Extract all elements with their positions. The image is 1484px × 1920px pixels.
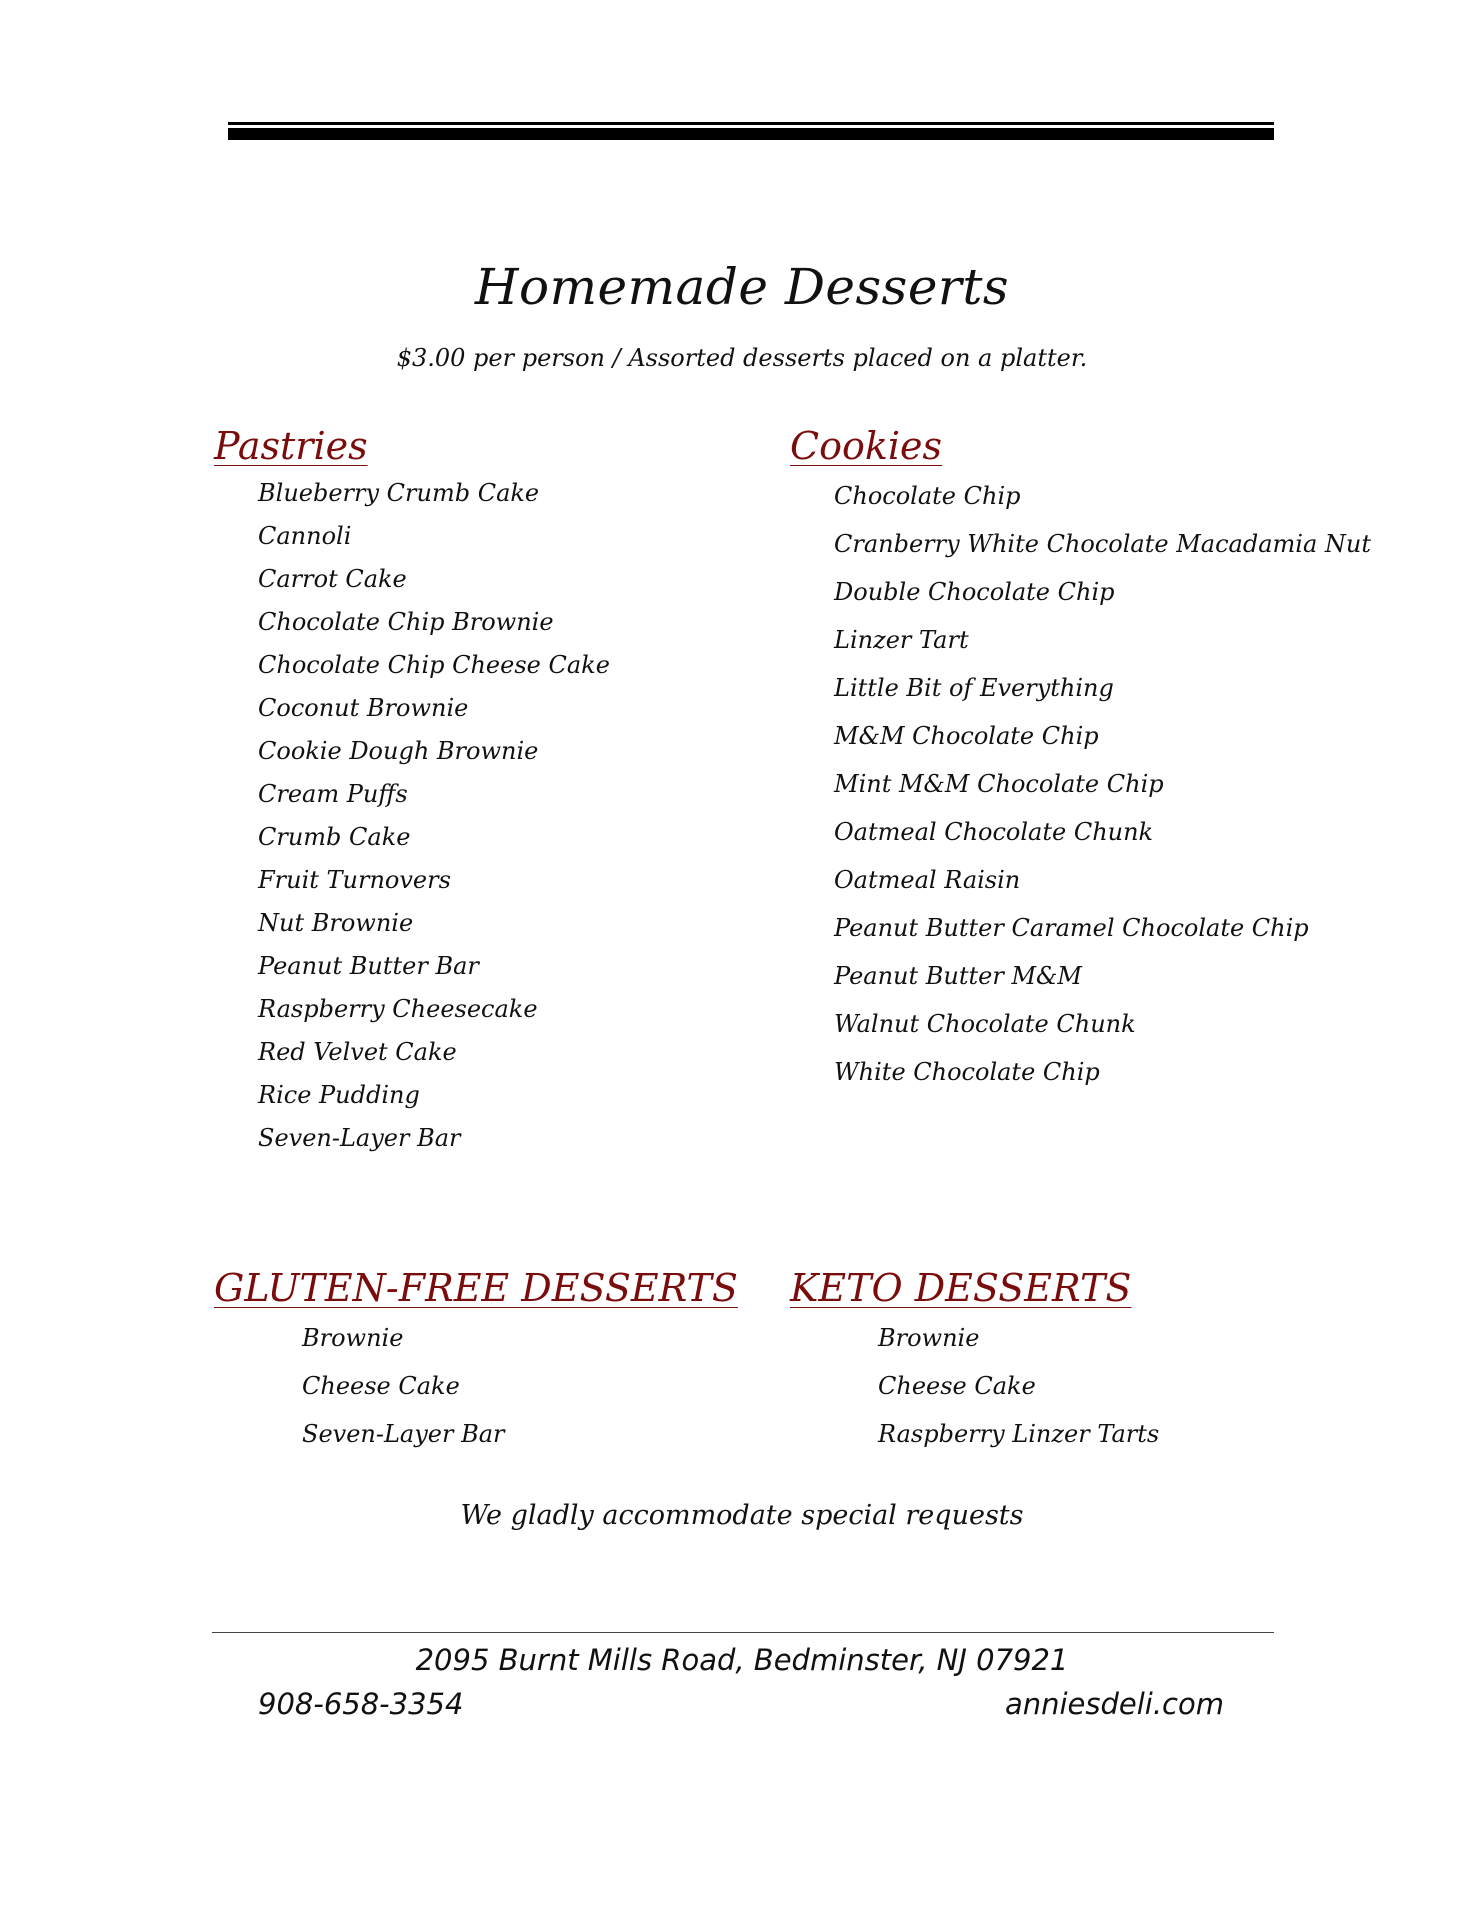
- cookies-section: [790, 424, 1371, 1096]
- menu-item: Carrot Cake: [258, 565, 407, 593]
- menu-item: M&M Chocolate Chip: [834, 722, 1099, 750]
- footer-website: anniesdeli.com: [1004, 1687, 1224, 1721]
- menu-item: Seven-Layer Bar: [258, 1124, 461, 1152]
- menu-item: Walnut Chocolate Chunk: [834, 1010, 1136, 1038]
- menu-item: Peanut Butter M&M: [834, 962, 1082, 990]
- footer-phone: 908-658-3354: [258, 1687, 464, 1721]
- top-rule-thick: [228, 128, 1274, 140]
- cookies-list: [834, 472, 1371, 1096]
- menu-item: Oatmeal Raisin: [834, 866, 1021, 894]
- menu-item: Raspberry Cheesecake: [258, 995, 538, 1023]
- footer-address: 2095 Burnt Mills Road, Bedminster, NJ 07921: [415, 1643, 1069, 1677]
- menu-item: Seven-Layer Bar: [302, 1420, 505, 1448]
- top-rule-thin: [228, 122, 1274, 125]
- menu-item: Double Chocolate Chip: [834, 578, 1115, 606]
- menu-item: Peanut Butter Caramel Chocolate Chip: [834, 914, 1309, 942]
- gluten-free-heading: GLUTEN-FREE DESSERTS: [214, 1266, 738, 1310]
- keto-section: [790, 1266, 1159, 1458]
- page-subtitle: $3.00 per person / Assorted desserts placed on a platter.: [396, 344, 1088, 372]
- menu-item: Cookie Dough Brownie: [258, 737, 539, 765]
- menu-item: Chocolate Chip: [834, 482, 1021, 510]
- menu-item: Cheese Cake: [878, 1372, 1036, 1400]
- menu-item: Raspberry Linzer Tarts: [878, 1420, 1160, 1448]
- menu-item: Brownie: [878, 1324, 980, 1352]
- pastries-section: [214, 424, 610, 1160]
- menu-item: Linzer Tart: [834, 626, 969, 654]
- gluten-free-section: [214, 1266, 738, 1458]
- menu-item: Blueberry Crumb Cake: [258, 479, 540, 507]
- menu-item: Brownie: [302, 1324, 404, 1352]
- menu-item: Fruit Turnovers: [258, 866, 451, 894]
- pastries-heading: Pastries: [214, 424, 368, 468]
- gluten-free-list: [302, 1314, 738, 1458]
- menu-item: Cheese Cake: [302, 1372, 460, 1400]
- menu-item: Cream Puffs: [258, 780, 408, 808]
- menu-item: Coconut Brownie: [258, 694, 469, 722]
- menu-item: White Chocolate Chip: [834, 1058, 1100, 1086]
- special-requests-note: We gladly accommodate special requests: [460, 1500, 1024, 1531]
- menu-item: Cranberry White Chocolate Macadamia Nut: [834, 530, 1371, 558]
- pastries-list: [258, 472, 610, 1160]
- keto-heading: KETO DESSERTS: [790, 1266, 1132, 1310]
- page-title: Homemade Desserts: [474, 258, 1010, 316]
- menu-item: Peanut Butter Bar: [258, 952, 479, 980]
- menu-item: Crumb Cake: [258, 823, 411, 851]
- menu-item: Chocolate Chip Brownie: [258, 608, 554, 636]
- footer-rule: [212, 1632, 1274, 1633]
- cookies-heading: Cookies: [790, 424, 942, 468]
- menu-item: Nut Brownie: [258, 909, 414, 937]
- menu-item: Rice Pudding: [258, 1081, 420, 1109]
- menu-item: Chocolate Chip Cheese Cake: [258, 651, 610, 679]
- menu-item: Little Bit of Everything: [834, 674, 1114, 702]
- keto-list: [878, 1314, 1159, 1458]
- menu-item: Cannoli: [258, 522, 352, 550]
- menu-item: Oatmeal Chocolate Chunk: [834, 818, 1154, 846]
- menu-item: Red Velvet Cake: [258, 1038, 457, 1066]
- menu-item: Mint M&M Chocolate Chip: [834, 770, 1164, 798]
